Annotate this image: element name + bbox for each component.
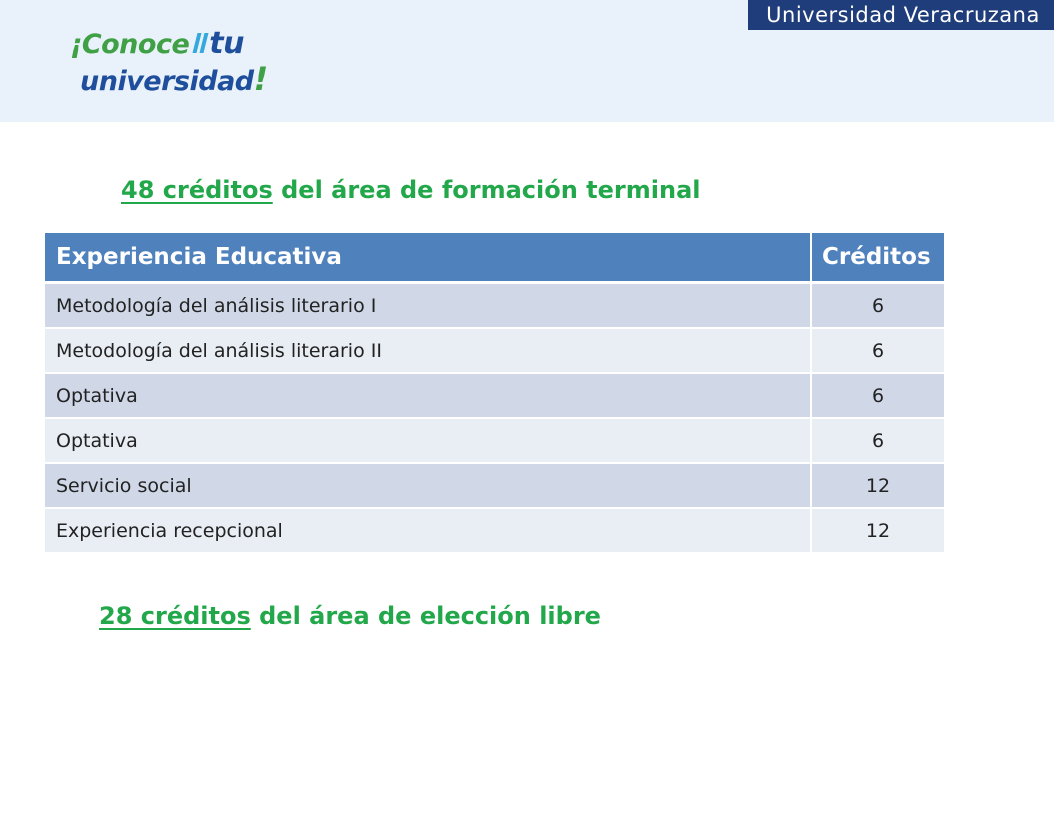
column-header-creditos: Créditos — [811, 233, 944, 283]
course-name-cell: Servicio social — [45, 463, 811, 508]
credits-cell: 6 — [811, 283, 944, 329]
credits-48-link[interactable]: 48 créditos — [121, 176, 273, 204]
logo-conoce-text: ¡Conoce — [70, 29, 190, 60]
table-row — [45, 373, 944, 418]
credits-cell: 6 — [811, 328, 944, 373]
table-row — [45, 463, 944, 508]
credits-cell: 12 — [811, 463, 944, 508]
table-row — [45, 508, 944, 553]
conoce-tu-universidad-logo — [70, 24, 270, 96]
section-terminal-heading — [121, 176, 701, 204]
course-name-cell: Optativa — [45, 418, 811, 463]
table-header-row — [45, 233, 944, 283]
section-libre-text: del área de elección libre — [250, 602, 601, 630]
table-row — [45, 418, 944, 463]
table-row — [45, 328, 944, 373]
credits-cell: 6 — [811, 418, 944, 463]
course-name-cell: Metodología del análisis literario II — [45, 328, 811, 373]
logo-line-1 — [70, 26, 244, 61]
section-libre-heading — [99, 602, 601, 630]
course-name-cell: Optativa — [45, 373, 811, 418]
column-header-experiencia: Experiencia Educativa — [45, 233, 811, 283]
section-terminal-text: del área de formación terminal — [272, 176, 701, 204]
logo-tu-text: tu — [209, 26, 244, 61]
table-row — [45, 283, 944, 329]
course-name-cell: Metodología del análisis literario I — [45, 283, 811, 329]
credits-table — [45, 233, 944, 554]
credits-cell: 12 — [811, 508, 944, 553]
institution-banner: Universidad Veracruzana — [748, 0, 1054, 30]
course-name-cell: Experiencia recepcional — [45, 508, 811, 553]
credits-28-link[interactable]: 28 créditos — [99, 602, 251, 630]
logo-exclamation: ! — [253, 60, 268, 98]
logo-marks-icon — [193, 31, 209, 55]
credits-cell: 6 — [811, 373, 944, 418]
logo-universidad-text: universidad — [80, 66, 254, 97]
logo-line-2 — [80, 60, 268, 98]
